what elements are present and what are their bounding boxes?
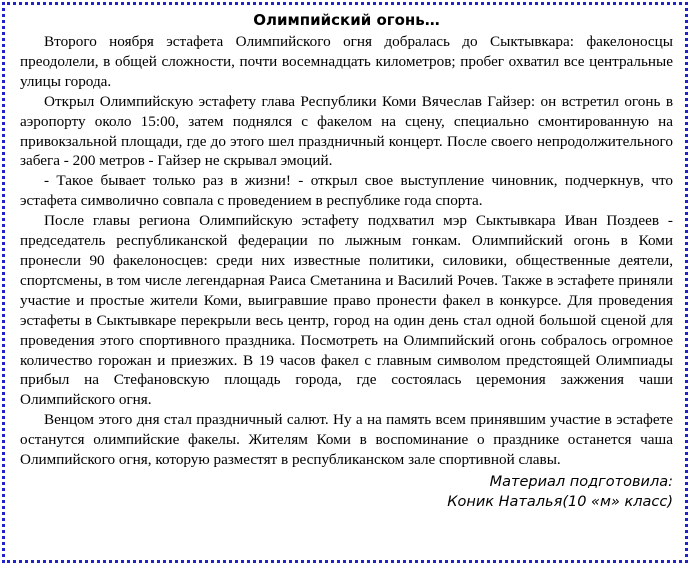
credit-author: Коник Наталья(10 «м» класс) — [447, 493, 673, 510]
article-paragraph: Венцом этого дня стал праздничный салют. Ну а на память всем принявшим участие в эстафете останутся олимпийские факелы. Жителям Коми в воспоминание о празднике останется чаша Олимпийского огня, которую разместят в республиканском зале спортивной славы. — [20, 411, 673, 469]
article-frame — [2, 2, 688, 563]
article-paragraph: Второго ноября эстафета Олимпийского огня добралась до Сыктывкара: факелоносцы преодолели, в общей сложности, почти восемнадцать километров; пробег охватил все центральные улицы города. — [20, 33, 673, 90]
article-paragraph: Открыл Олимпийскую эстафету глава Республики Коми Вячеслав Гайзер: он встретил огонь в аэропорту около 15:00, затем поднялся с факелом на сцену, специально смонтированную на привокзальной площади, где до этого шел праздничный концерт. После своего непродолжительного забега - 200 метров - Гайзер не скрывал эмоций. — [20, 92, 673, 170]
article-paragraph: - Такое бывает только раз в жизни! - открыл свое выступление чиновник, подчеркнув, что эстафета символично совпала с проведением в республике года спорта. — [20, 172, 673, 210]
credit-block — [20, 472, 673, 512]
article-paragraph: После главы региона Олимпийскую эстафету подхватил мэр Сыктывкара Иван Поздеев - председатель республиканской федерации по лыжным гонкам. Олимпийский огонь в Коми пронесли 90 факелоносцев: среди них известные политики, силовики, общественные деятели, спортсмены, в том числе легендарная Раиса Сметанина и Василий Рочев. Также в эстафете приняли участие и простые жители Коми, выигравшие право пронести факел в конкурсе. Для проведения эстафеты в Сыктывкаре перекрыли весь центр, город на один день стал одной большой сценой для проведения этого спортивного праздника. Посмотреть на Олимпийский огонь собралось огромное количество горожан и приезжих. В 19 часов факел с главным символом предстоящей Олимпиады прибыл на Стефановскую площадь города, где состоялась церемония зажжения чаши Олимпийского огня. — [20, 212, 673, 409]
credit-prepared-by: Материал подготовила: — [489, 473, 673, 490]
article-title: Олимпийский огонь… — [253, 11, 440, 29]
